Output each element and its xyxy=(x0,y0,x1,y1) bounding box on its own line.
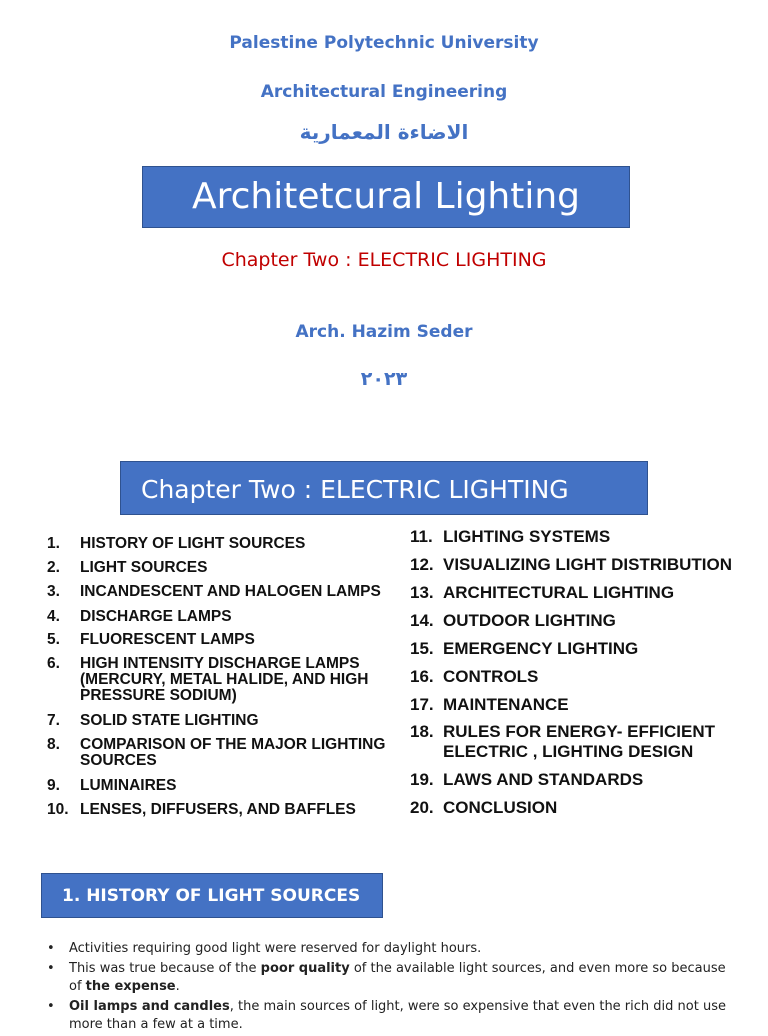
contents-item-number: 15. xyxy=(410,639,434,658)
contents-item-label: LIGHTING SYSTEMS xyxy=(443,527,611,546)
contents-item-label: FLUORESCENT LAMPS xyxy=(80,631,255,648)
contents-item xyxy=(47,737,397,769)
bullet-item xyxy=(47,960,737,996)
contents-item-number: 6. xyxy=(47,655,60,672)
contents-item-label: DISCHARGE LAMPS xyxy=(80,608,232,625)
contents-item-label: EMERGENCY LIGHTING xyxy=(443,639,639,658)
contents-item xyxy=(410,667,538,687)
contents-item xyxy=(410,555,732,575)
contents-item-number: 18. xyxy=(410,722,434,741)
contents-item xyxy=(410,611,616,631)
year: ٢٠٢٣ xyxy=(360,368,408,390)
contents-item-number: 12. xyxy=(410,555,434,574)
bullet-text: Activities requiring good light were reserved for daylight hours. xyxy=(69,941,482,956)
contents-item xyxy=(47,632,255,648)
contents-item xyxy=(47,802,356,818)
contents-item-label: LIGHT SOURCES xyxy=(80,559,208,576)
contents-item-number: 9. xyxy=(47,777,60,794)
chapter-heading: Chapter Two : ELECTRIC LIGHTING xyxy=(120,461,648,515)
contents-item-number: 19. xyxy=(410,770,434,789)
contents-item-number: 13. xyxy=(410,583,434,602)
contents-item-number: 3. xyxy=(47,583,60,600)
bullet-emphasis: the expense xyxy=(85,979,176,994)
contents-item xyxy=(410,722,760,762)
contents-item xyxy=(47,656,397,704)
contents-item xyxy=(47,713,259,729)
contents-item-label: HISTORY OF LIGHT SOURCES xyxy=(80,535,306,552)
bullet-text: This was true because of the xyxy=(69,961,261,976)
contents-item-label: COMPARISON OF THE MAJOR LIGHTING SOURCES xyxy=(80,736,386,769)
document-title: Architetcural Lighting xyxy=(142,166,630,228)
university-name: Palestine Polytechnic University xyxy=(229,33,539,53)
contents-item-label: CONCLUSION xyxy=(443,798,558,817)
contents-item-label: RULES FOR ENERGY- EFFICIENT ELECTRIC , LIGHTING DESIGN xyxy=(443,722,716,761)
contents-item xyxy=(47,584,381,600)
contents-item-number: 2. xyxy=(47,559,60,576)
bullet-text: of the available light sources, and even more so because of xyxy=(69,961,726,994)
contents-item-number: 7. xyxy=(47,712,60,729)
contents-item-label: INCANDESCENT AND HALOGEN LAMPS xyxy=(80,583,381,600)
contents-item-label: ARCHITECTURAL LIGHTING xyxy=(443,583,675,602)
contents-item-label: SOLID STATE LIGHTING xyxy=(80,712,259,729)
contents-item xyxy=(410,583,674,603)
bullet-text: . xyxy=(175,979,180,994)
contents-item-number: 5. xyxy=(47,631,60,648)
contents-item-label: LENSES, DIFFUSERS, AND BAFFLES xyxy=(80,801,356,818)
arabic-title: الاضاءة المعمارية xyxy=(299,120,469,144)
bullet-text: , the main sources of light, were so expensive that even the rich did not use more than a few at a time. xyxy=(69,999,726,1032)
contents-item-label: LUMINAIRES xyxy=(80,777,177,794)
contents-item-label: OUTDOOR LIGHTING xyxy=(443,611,616,630)
contents-item-number: 20. xyxy=(410,798,434,817)
contents-item xyxy=(47,778,176,794)
bullet-item xyxy=(47,998,737,1034)
contents-item-label: MAINTENANCE xyxy=(443,695,569,714)
contents-item-label: CONTROLS xyxy=(443,667,539,686)
section-heading: 1. HISTORY OF LIGHT SOURCES xyxy=(41,873,383,918)
contents-item xyxy=(410,798,557,818)
contents-item-number: 10. xyxy=(47,801,69,818)
contents-item-number: 17. xyxy=(410,695,434,714)
contents-item-label: LAWS AND STANDARDS xyxy=(443,770,644,789)
contents-item-number: 4. xyxy=(47,608,60,625)
contents-item xyxy=(410,639,638,659)
bullet-item xyxy=(47,940,737,958)
contents-item-number: 1. xyxy=(47,535,60,552)
bullet-emphasis: Oil lamps and candles xyxy=(69,999,230,1014)
contents-item xyxy=(47,560,207,576)
contents-item-label: HIGH INTENSITY DISCHARGE LAMPS (MERCURY, METAL HALIDE, AND HIGH PRESSURE SODIUM) xyxy=(80,655,369,704)
section-bullets xyxy=(47,940,737,1036)
contents-item xyxy=(410,695,569,715)
contents-item-number: 11. xyxy=(410,527,433,546)
contents-item-label: VISUALIZING LIGHT DISTRIBUTION xyxy=(443,555,732,574)
contents-item xyxy=(410,527,610,547)
contents-item-number: 14. xyxy=(410,611,434,630)
contents-item xyxy=(47,609,232,625)
department-name: Architectural Engineering xyxy=(260,82,508,102)
chapter-subtitle: Chapter Two : ELECTRIC LIGHTING xyxy=(221,249,547,271)
author-name: Arch. Hazim Seder xyxy=(295,322,473,342)
contents-item xyxy=(410,770,643,790)
bullet-emphasis: poor quality xyxy=(260,961,350,976)
contents-item xyxy=(47,536,305,552)
contents-item-number: 16. xyxy=(410,667,434,686)
contents-item-number: 8. xyxy=(47,736,60,753)
